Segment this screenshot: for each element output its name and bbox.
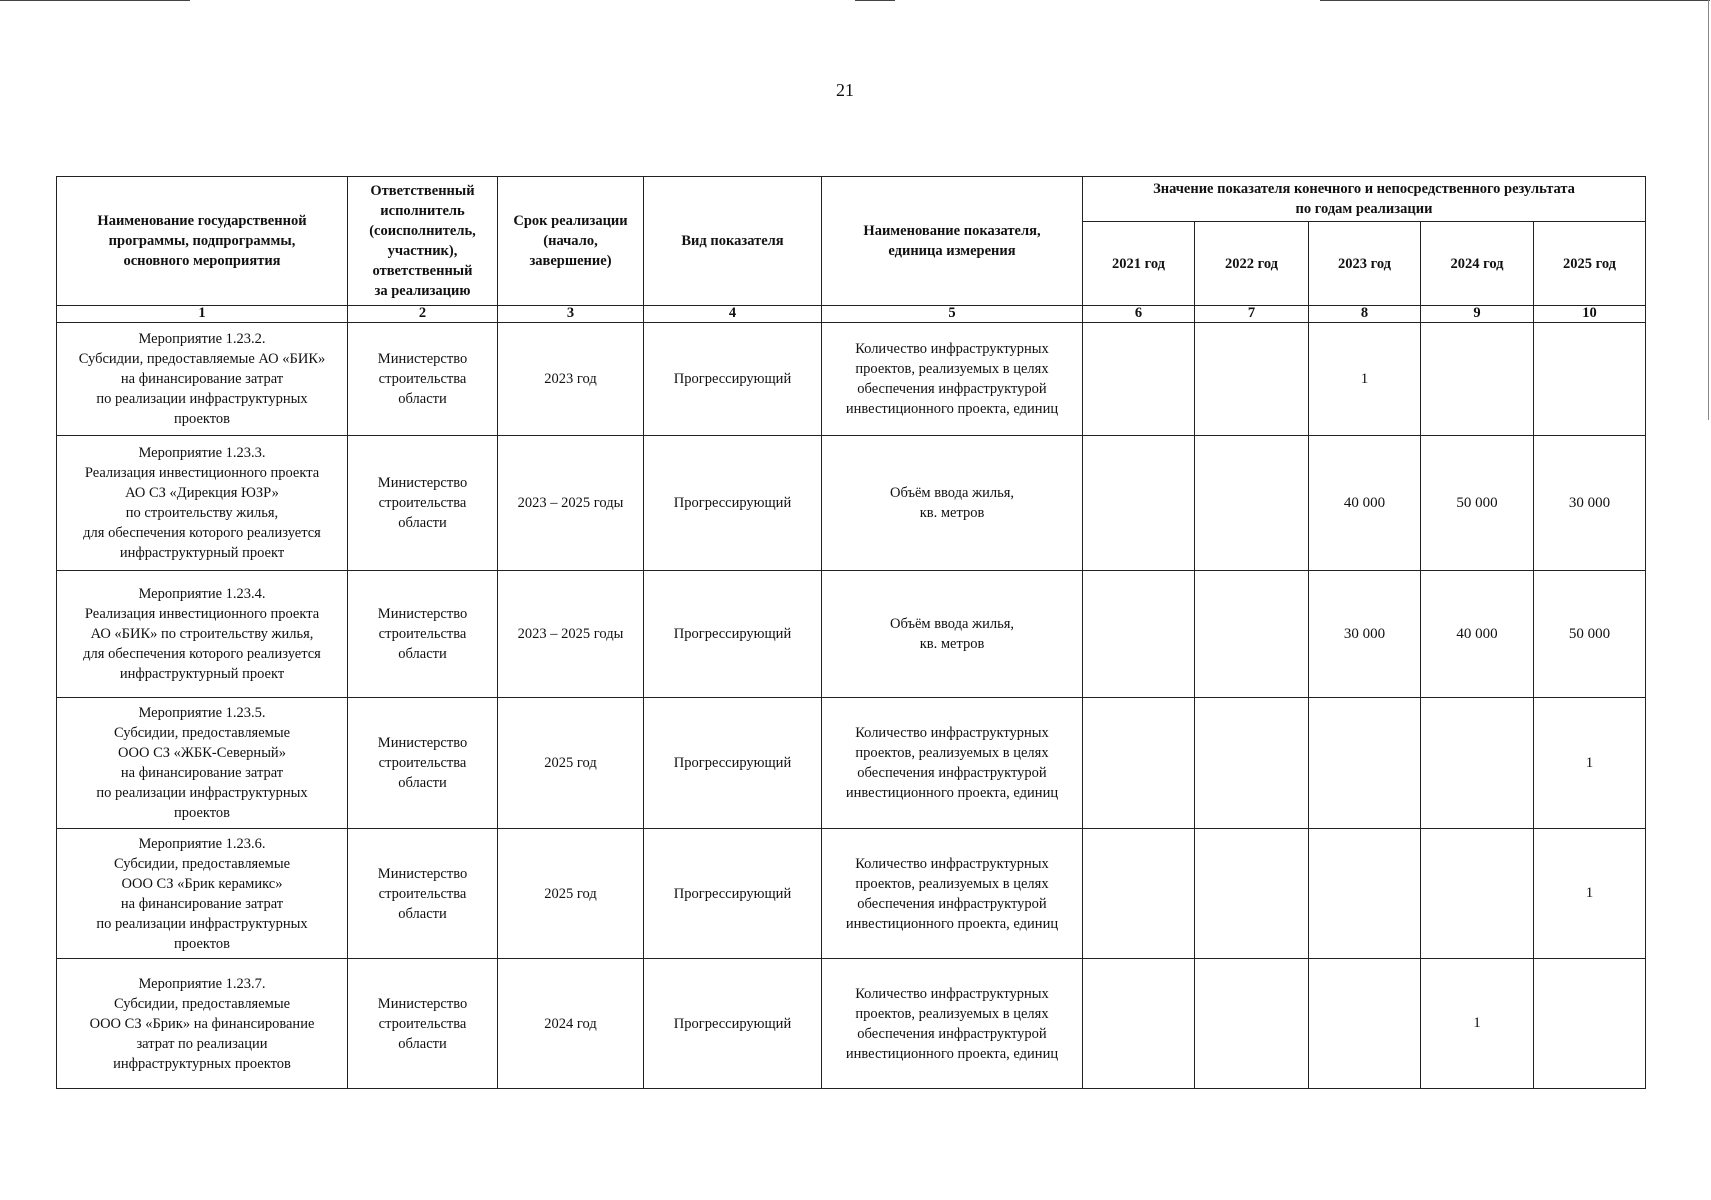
value-2023: 30 000 <box>1309 571 1421 698</box>
value-2025: 50 000 <box>1534 571 1646 698</box>
header-program-name: Наименование государственной программы, подпрограммы, основного мероприятия <box>57 177 348 306</box>
measure-executor: Министерство строительства области <box>348 323 498 436</box>
header-period: Срок реализации (начало, завершение) <box>498 177 644 306</box>
measure-indicator-name: Количество инфраструктурных проектов, реализуемых в целях обеспечения инфраструктурой инвестиционного проекта, единиц <box>822 323 1083 436</box>
column-number: 3 <box>498 306 644 323</box>
measure-indicator-name: Количество инфраструктурных проектов, реализуемых в целях обеспечения инфраструктурой инвестиционного проекта, единиц <box>822 698 1083 829</box>
scan-edge-mark-top-mid <box>855 0 895 1</box>
measure-period: 2024 год <box>498 959 644 1089</box>
value-2022 <box>1195 829 1309 959</box>
table-row <box>57 829 1646 959</box>
value-2023: 40 000 <box>1309 436 1421 571</box>
measure-indicator-name: Объём ввода жилья, кв. метров <box>822 436 1083 571</box>
column-number-row <box>57 306 1646 323</box>
value-2024: 40 000 <box>1421 571 1534 698</box>
header-year-2022: 2022 год <box>1195 222 1309 306</box>
table-row <box>57 323 1646 436</box>
measure-period: 2023 – 2025 годы <box>498 571 644 698</box>
column-number: 7 <box>1195 306 1309 323</box>
measure-indicator-type: Прогрессирующий <box>644 323 822 436</box>
table-row <box>57 436 1646 571</box>
value-2024: 50 000 <box>1421 436 1534 571</box>
measure-indicator-type: Прогрессирующий <box>644 571 822 698</box>
value-2025: 30 000 <box>1534 436 1646 571</box>
value-2021 <box>1083 571 1195 698</box>
measure-indicator-type: Прогрессирующий <box>644 959 822 1089</box>
measure-name: Мероприятие 1.23.7. Субсидии, предоставляемые ООО СЗ «Брик» на финансирование затрат по реализации инфраструктурных проектов <box>57 959 348 1089</box>
measure-name: Мероприятие 1.23.3. Реализация инвестиционного проекта АО СЗ «Дирекция ЮЗР» по строительству жилья, для обеспечения которого реализуется инфраструктурный проект <box>57 436 348 571</box>
value-2024 <box>1421 323 1534 436</box>
value-2024 <box>1421 829 1534 959</box>
measure-indicator-type: Прогрессирующий <box>644 829 822 959</box>
column-number: 9 <box>1421 306 1534 323</box>
measure-period: 2023 год <box>498 323 644 436</box>
value-2024: 1 <box>1421 959 1534 1089</box>
header-year-2021: 2021 год <box>1083 222 1195 306</box>
header-year-2024: 2024 год <box>1421 222 1534 306</box>
value-2022 <box>1195 959 1309 1089</box>
value-2025 <box>1534 959 1646 1089</box>
measure-indicator-type: Прогрессирующий <box>644 436 822 571</box>
column-number: 4 <box>644 306 822 323</box>
value-2025: 1 <box>1534 698 1646 829</box>
header-row-top <box>57 177 1646 222</box>
value-2021 <box>1083 323 1195 436</box>
value-2023 <box>1309 829 1421 959</box>
measure-name: Мероприятие 1.23.6. Субсидии, предоставляемые ООО СЗ «Брик керамикс» на финансирование затрат по реализации инфраструктурных проектов <box>57 829 348 959</box>
value-2025 <box>1534 323 1646 436</box>
table-row <box>57 959 1646 1089</box>
value-2022 <box>1195 323 1309 436</box>
measure-indicator-name: Количество инфраструктурных проектов, реализуемых в целях обеспечения инфраструктурой инвестиционного проекта, единиц <box>822 829 1083 959</box>
value-2023: 1 <box>1309 323 1421 436</box>
measure-executor: Министерство строительства области <box>348 959 498 1089</box>
column-number: 2 <box>348 306 498 323</box>
page-number: 21 <box>836 80 854 100</box>
value-2023 <box>1309 959 1421 1089</box>
measure-name: Мероприятие 1.23.5. Субсидии, предоставляемые ООО СЗ «ЖБК-Северный» на финансирование затрат по реализации инфраструктурных проектов <box>57 698 348 829</box>
measure-period: 2025 год <box>498 829 644 959</box>
measure-indicator-type: Прогрессирующий <box>644 698 822 829</box>
value-2022 <box>1195 698 1309 829</box>
measure-period: 2025 год <box>498 698 644 829</box>
value-2023 <box>1309 698 1421 829</box>
column-number: 8 <box>1309 306 1421 323</box>
column-number: 1 <box>57 306 348 323</box>
scan-edge-mark-right <box>1708 0 1709 420</box>
table-row <box>57 698 1646 829</box>
value-2024 <box>1421 698 1534 829</box>
header-year-2023: 2023 год <box>1309 222 1421 306</box>
measure-indicator-name: Количество инфраструктурных проектов, реализуемых в целях обеспечения инфраструктурой инвестиционного проекта, единиц <box>822 959 1083 1089</box>
header-indicator-type: Вид показателя <box>644 177 822 306</box>
value-2025: 1 <box>1534 829 1646 959</box>
scan-edge-mark-top-right <box>1320 0 1710 1</box>
value-2021 <box>1083 436 1195 571</box>
value-2021 <box>1083 829 1195 959</box>
scan-edge-mark-top-left <box>0 0 190 1</box>
measure-period: 2023 – 2025 годы <box>498 436 644 571</box>
column-number: 6 <box>1083 306 1195 323</box>
value-2021 <box>1083 698 1195 829</box>
value-2022 <box>1195 571 1309 698</box>
header-executor: Ответственный исполнитель (соисполнитель, участник), ответственный за реализацию <box>348 177 498 306</box>
value-2021 <box>1083 959 1195 1089</box>
table-row <box>57 571 1646 698</box>
column-number: 5 <box>822 306 1083 323</box>
measure-executor: Министерство строительства области <box>348 829 498 959</box>
measure-executor: Министерство строительства области <box>348 436 498 571</box>
header-values-group: Значение показателя конечного и непосредственного результата по годам реализации <box>1083 177 1646 222</box>
measure-name: Мероприятие 1.23.2. Субсидии, предоставляемые АО «БИК» на финансирование затрат по реализации инфраструктурных проектов <box>57 323 348 436</box>
value-2022 <box>1195 436 1309 571</box>
measure-executor: Министерство строительства области <box>348 698 498 829</box>
header-year-2025: 2025 год <box>1534 222 1646 306</box>
measure-name: Мероприятие 1.23.4. Реализация инвестиционного проекта АО «БИК» по строительству жилья, для обеспечения которого реализуется инфраструктурный проект <box>57 571 348 698</box>
indicators-table <box>56 176 1646 1089</box>
measure-indicator-name: Объём ввода жилья, кв. метров <box>822 571 1083 698</box>
header-indicator-name: Наименование показателя, единица измерения <box>822 177 1083 306</box>
measure-executor: Министерство строительства области <box>348 571 498 698</box>
column-number: 10 <box>1534 306 1646 323</box>
